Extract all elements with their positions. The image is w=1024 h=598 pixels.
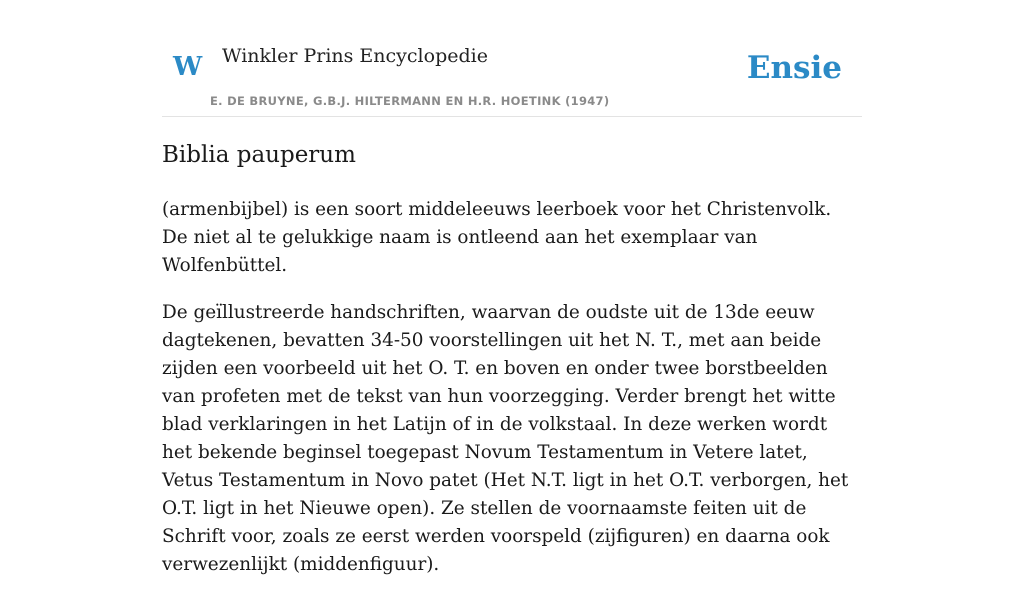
source-header — [162, 0, 862, 117]
ensie-logo-link[interactable]: Ensie — [746, 50, 842, 86]
winkler-prins-logo-icon[interactable]: W — [173, 52, 203, 82]
article-paragraph: (armenbijbel) is een soort middeleeuws leerboek voor het Christenvolk. De niet al te gelukkige naam is ontleend aan het exemplaar van Wolfenbüttel. — [162, 199, 832, 276]
article-body — [162, 138, 862, 598]
article-paragraph: De geïllustreerde handschriften, waarvan de oudste uit de 13de eeuw dagtekenen, bevatten 34-50 voorstellingen uit het N. T., met aan beide zijden een voorbeeld uit het O. T. en boven en onder twee borstbeelden van profeten met de tekst van hun voorzegging. Verder brengt het witte blad verklaringen in het Latijn of in de volkstaal. In deze werken wordt het bekende beginsel toegepast Novum Testamentum in Vetere latet, Vetus Testamentum in Novo patet (Het N.T. ligt in het O.T. verborgen, het O.T. ligt in het Nieuwe open). Ze stellen de voornaamste feiten uit de Schrift voor, zoals ze eerst werden voorspeld (zijfiguren) en daarna ook verwezenlijkt (middenfiguur). — [162, 302, 849, 575]
article-title: Biblia pauperum — [162, 142, 356, 168]
source-title[interactable]: Winkler Prins Encyclopedie — [222, 45, 488, 67]
source-authors: E. DE BRUYNE, G.B.J. HILTERMANN EN H.R. HOETINK (1947) — [210, 94, 610, 108]
